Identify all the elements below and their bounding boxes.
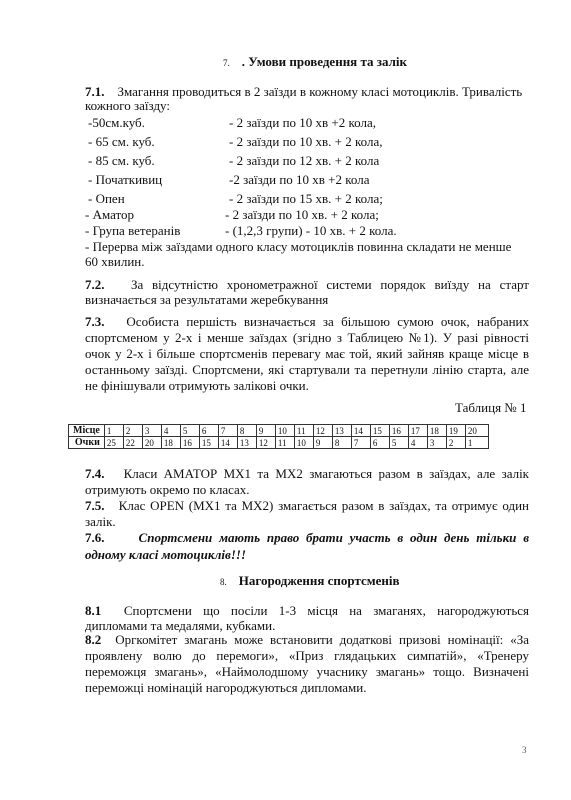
paragraph-8-2-line2: проявлену волю до перемоги», «Приз глядацьких симпатій», «Тренеру <box>85 648 529 663</box>
paragraph-8-1-number: 8.1 <box>85 603 102 618</box>
section-7-title: . Умови проведення та залік <box>241 54 407 69</box>
table-cell: 1 <box>104 425 123 437</box>
points-header: Очки <box>69 437 105 449</box>
table-row <box>69 425 489 437</box>
table-cell: 13 <box>237 437 256 449</box>
table-cell: 3 <box>142 425 161 437</box>
paragraph-7-6-number: 7.6. <box>85 530 105 545</box>
paragraph-7-4-text: Класи АМАТОР МХ1 та МХ2 змагаються разом в заїздах, але залік <box>123 466 530 481</box>
table-cell: 25 <box>104 437 123 449</box>
paragraph-8-2-line1 <box>85 632 529 648</box>
table-cell: 9 <box>313 437 332 449</box>
paragraph-8-2-line4: переможці номінацій нагороджуються дипломами. <box>85 680 367 695</box>
page-number: 3 <box>522 745 527 755</box>
table-cell: 11 <box>275 437 294 449</box>
table-cell: 4 <box>408 437 427 449</box>
section-8-title: Нагородження спортсменів <box>238 573 400 588</box>
table-cell: 20 <box>465 425 488 437</box>
table-cell: 1 <box>465 437 488 449</box>
paragraph-7-6-text: Спортсмени мають право брати участь в один день тільки в <box>138 530 529 545</box>
table-cell: 12 <box>256 437 275 449</box>
break-note-line1: - Перерва між заїздами одного класу мотоциклів повинна складати не менше <box>85 239 512 254</box>
class-name: -50см.куб. <box>88 115 145 130</box>
section-8-heading <box>220 573 400 589</box>
table-cell: 6 <box>199 425 218 437</box>
paragraph-7-5-line2: залік. <box>85 514 116 529</box>
paragraph-7-2-line2: визначається за результатами жеребкування <box>85 292 329 307</box>
section-7-heading <box>223 54 407 70</box>
paragraph-7-3-line4: останньому заїзді. Спортсмени, які стартували та перетнули лінію старта, але <box>85 362 529 377</box>
table-cell: 5 <box>180 425 199 437</box>
class-duration: - 2 заїзди по 10 хв +2 кола, <box>229 115 376 130</box>
paragraph-7-5-line1 <box>85 498 529 514</box>
paragraph-7-1-line1 <box>85 84 522 99</box>
paragraph-7-3-number: 7.3. <box>85 314 105 329</box>
section-7-number: 7. <box>223 58 230 68</box>
class-duration: - 2 заїзди по 15 хв. + 2 кола; <box>229 191 383 206</box>
table-cell: 20 <box>142 437 161 449</box>
table-cell: 15 <box>199 437 218 449</box>
class-name: - Група ветеранів <box>85 223 181 238</box>
table-cell: 16 <box>180 437 199 449</box>
table-cell: 7 <box>218 425 237 437</box>
paragraph-7-4-line2: отримують окремо по класах. <box>85 482 250 497</box>
table-cell: 15 <box>370 425 389 437</box>
table-cell: 4 <box>161 425 180 437</box>
paragraph-7-4-line1 <box>85 466 529 482</box>
points-table <box>68 424 489 449</box>
paragraph-8-1-line2: дипломами та медалями, кубками. <box>85 618 276 633</box>
paragraph-7-1-text: Змагання проводиться в 2 заїзди в кожному класі мотоциклів. Тривалість <box>117 84 523 99</box>
paragraph-7-3-text: Особиста першість визначається за більшою сумою очок, набраних <box>126 314 530 329</box>
paragraph-7-5-number: 7.5. <box>85 498 105 513</box>
paragraph-7-2-text: За відсутністю хронометражної системи порядок виїзду на старт <box>130 277 529 292</box>
class-name: - 85 см. куб. <box>88 153 155 168</box>
table-caption: Таблиця № 1 <box>455 400 527 415</box>
paragraph-8-1-text: Спортсмени що посіли 1-3 місця на змаганях, нагороджуються <box>123 603 530 618</box>
class-name: - 65 см. куб. <box>88 134 155 149</box>
paragraph-7-6-line2: одному класі мотоциклів!!! <box>85 547 247 562</box>
table-cell: 3 <box>427 437 446 449</box>
paragraph-7-3-line1 <box>85 314 529 330</box>
class-duration: -2 заїзди по 10 хв +2 кола <box>229 172 370 187</box>
class-name: - Опен <box>88 191 125 206</box>
paragraph-7-1-number: 7.1. <box>85 84 105 99</box>
class-name: - Аматор <box>85 207 135 222</box>
table-cell: 19 <box>446 425 465 437</box>
table-cell: 8 <box>332 437 351 449</box>
paragraph-7-5-text: Клас OPEN (МХ1 та МХ2) змагається разом в заїздах, та отримує один <box>118 498 530 513</box>
paragraph-7-1-line2: кожного заїзду: <box>85 98 171 113</box>
class-duration: - 2 заїзди по 10 хв. + 2 кола, <box>229 134 383 149</box>
class-duration: - 2 заїзди по 10 хв. + 2 кола; <box>225 207 379 222</box>
paragraph-7-4-number: 7.4. <box>85 466 105 481</box>
table-cell: 10 <box>275 425 294 437</box>
class-name: - Початкивиц <box>88 172 163 187</box>
table-cell: 5 <box>389 437 408 449</box>
paragraph-7-3-line3: очок у 2-х і більше спортсменів перевагу має той, який зайняв краще місце в <box>85 346 529 361</box>
paragraph-8-2-line3: переможця змагань», «Наймолодшому учаснику змагань» тощо. Визначені <box>85 664 529 679</box>
table-cell: 2 <box>446 437 465 449</box>
table-cell: 7 <box>351 437 370 449</box>
table-cell: 6 <box>370 437 389 449</box>
section-8-number: 8. <box>220 577 227 587</box>
paragraph-7-2-line1 <box>85 277 529 293</box>
place-header: Місце <box>69 425 105 437</box>
table-cell: 18 <box>161 437 180 449</box>
class-duration: - 2 заїзди по 12 хв. + 2 кола <box>229 153 380 168</box>
table-cell: 17 <box>408 425 427 437</box>
table-cell: 9 <box>256 425 275 437</box>
table-cell: 16 <box>389 425 408 437</box>
paragraph-8-2-number: 8.2 <box>85 632 102 647</box>
paragraph-7-6-line1 <box>85 530 529 546</box>
paragraph-8-2-text: Оргкомітет змагань може встановити додаткові призові номінації: «За <box>115 632 530 647</box>
table-cell: 8 <box>237 425 256 437</box>
break-note-line2: 60 хвилин. <box>85 254 145 269</box>
paragraph-7-2-number: 7.2. <box>85 277 105 292</box>
table-cell: 14 <box>218 437 237 449</box>
paragraph-7-3-line2: спортсменом у 2-х і менше заїздах (згідно з Таблицею №1). У разі рівності <box>85 330 529 345</box>
paragraph-8-1-line1 <box>85 603 529 619</box>
table-cell: 2 <box>123 425 142 437</box>
paragraph-7-3-line5: не фінішували отримують залікові очки. <box>85 378 309 393</box>
table-cell: 13 <box>332 425 351 437</box>
class-duration: - (1,2,3 групи) - 10 хв. + 2 кола. <box>225 223 397 238</box>
table-cell: 14 <box>351 425 370 437</box>
table-cell: 11 <box>294 425 313 437</box>
table-cell: 18 <box>427 425 446 437</box>
table-cell: 12 <box>313 425 332 437</box>
table-cell: 10 <box>294 437 313 449</box>
table-cell: 22 <box>123 437 142 449</box>
table-row <box>69 437 489 449</box>
